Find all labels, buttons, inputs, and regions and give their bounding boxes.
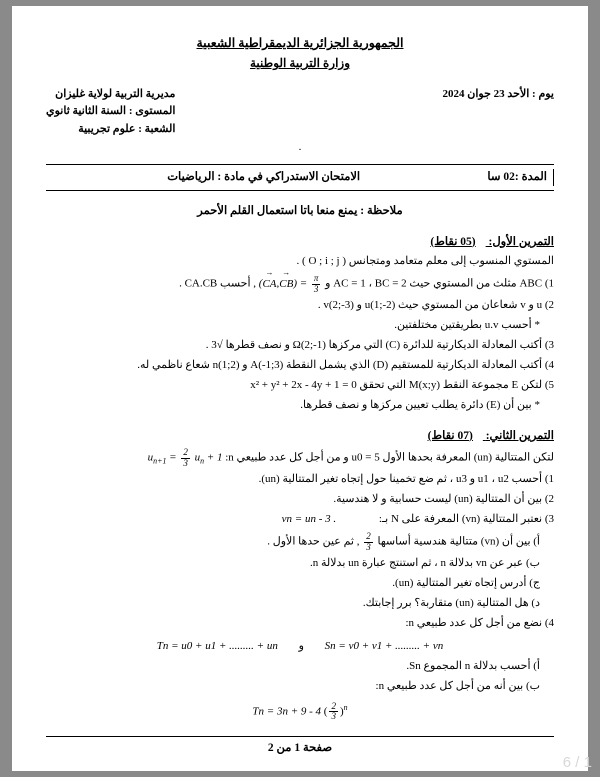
exercise1-heading (46, 234, 554, 251)
exercise2-q4b: ب) بين أنه من أجل كل عدد طبيعي n: (375, 679, 540, 692)
exercise2-q3d: د) هل المتتالية (un) متقاربة؟ برر إجابتك. (362, 596, 540, 609)
exercise1-q5-star: * بين أن (E) دائرة يطلب تعيين مركزها و نصف قطرها. (300, 398, 540, 411)
direction-label: مديرية التربية لولاية غليزان (55, 87, 176, 100)
level-label: المستوى : (128, 105, 176, 118)
exercise2-q4a: أ) أحسب بدلالة n المجموع Sn. (406, 659, 540, 672)
exercise2-q3a-tail: , ثم عين حدها الأول . (267, 535, 360, 548)
exercise2-q4-eq-S: Sn = v0 + v1 + ......... + vn (324, 639, 444, 652)
exercise2-points: (07 نقاط) (427, 429, 473, 442)
exercise1-q1-b: , أحسب CA.CB . (179, 277, 257, 290)
exercise2-q2: 2) بين أن المتتالية (un) ليست حسابية و لا هندسية. (333, 493, 554, 506)
exercise2-intro (46, 448, 554, 468)
exercise1-q1-a: 1) ABC مثلث من المستوي حيث AC = 1 ، BC = 2 و (325, 277, 554, 290)
exercise1-points: (05 نقاط) (430, 235, 476, 248)
exercise2-q4-and: و (298, 639, 304, 652)
exercise2-recurrence: $u_{n+1}$ = $\frac{2}{3}$ $u_n + 1$ (147, 447, 223, 468)
exercise2-title: التمرين الثاني: (485, 429, 554, 442)
exercise1-q1-angle: (→ CA,→ CB) = $\frac{\pi}{3}$ (259, 274, 323, 294)
country-title: الجمهورية الجزائرية الديمقراطية الشعبية (196, 36, 404, 50)
level-value: السنة الثانية ثانوي (46, 105, 127, 118)
branch-row (46, 122, 175, 138)
exercise1-q3: 3) أكتب المعادلة الديكارتية للدائرة (C) التي مركزها Ω(2;-1) و نصف قطرها √3 . (205, 338, 554, 351)
exercise2-q3c: ج) أدرس إتجاه تغير المتتالية (un). (392, 576, 540, 589)
page-footer (46, 736, 554, 757)
exercise2-q3-text: 3) نعتبر المتتالية (vn) المعرفة على N بـ: (378, 513, 554, 526)
separator-dot: . (298, 141, 302, 154)
exercise2-q4: 4) نضع من أجل كل عدد طبيعي n: (405, 616, 554, 629)
exercise2-q4b-equation (46, 702, 554, 722)
exam-title: الامتحان الاستدراكي في مادة : الرياضيات (167, 171, 361, 184)
exercise1-intro: المستوي المنسوب إلى معلم متعامد ومتجانس ( O ; i ; j ) . (296, 255, 554, 268)
branch-label: الشعبة : (138, 123, 176, 136)
exercise2-q4-equations (46, 639, 554, 655)
ministry-title: وزارة التربية الوطنية (249, 56, 351, 71)
exercise2-q3a-ratio: $\frac{2}{3}$ (366, 531, 371, 552)
exercise1-q1 (46, 274, 554, 294)
exam-page (12, 6, 588, 771)
red-pen-note: ملاحظة : يمنع منعا باتا استعمال القلم الأحمر (197, 204, 403, 217)
viewer-page-indicator: 1 / 6 (562, 754, 592, 771)
exam-date: يوم : الأحد 23 جوان 2024 (442, 87, 554, 100)
exercise1-q2-star: * أحسب u.v بطريقتين مختلفتين. (394, 319, 540, 332)
level-row (46, 104, 175, 120)
exercise2-q4-eq-T: Tn = u0 + u1 + ......... + un (156, 639, 278, 652)
exam-title-bar (46, 164, 554, 191)
exercise2-q3a (46, 532, 554, 552)
page-number: صفحة 1 من 2 (267, 742, 333, 755)
exercise1-q5: 5) لتكن E مجموعة النقط M(x;y) التي تحقق x² + y² + 2x - 4y + 1 = 0 (250, 378, 554, 391)
exercise1-q4: 4) أكتب المعادلة الديكارتية للمستقيم (D) الذي يشمل النقطة A(-1;3) و n(1;2) شعاع ناظمي له. (137, 358, 554, 371)
exercise2-q3b: ب) عبر عن vn بدلالة n ، ثم استنتج عبارة un بدلالة n. (310, 556, 540, 569)
exercise2-q3 (46, 512, 554, 528)
exercise2-q1: 1) أحسب u1 ، u2 و u3 ، ثم ضع تخمينا حول إتجاه تغير المتتالية (un). (258, 473, 554, 486)
exam-duration: المدة :02 سا (481, 169, 554, 186)
exercise2-intro-text: لتكن المتتالية (un) المعرفة بحدها الأول u0 = 5 و من أجل كل عدد طبيعي n: (225, 451, 554, 464)
exercise1-q2: 2) u و v شعاعان من المستوي حيث u(1;-2) و v(2;-3) . (317, 299, 554, 312)
header-meta (46, 87, 554, 157)
exercise2-q3a-text: أ) بين أن (vn) متتالية هندسية أساسها (377, 535, 540, 548)
exercise2-heading (46, 428, 554, 445)
branch-value: علوم تجريبية (78, 123, 136, 136)
exercise1-title: التمرين الأول: (488, 235, 554, 248)
footer-rule (46, 736, 554, 737)
exercise2-q3-eq: vn = un - 3 . (281, 513, 337, 526)
exercise2-q4b-eq: Tn = 3n + 9 - 4 ( $\frac{2}{3}$ )$^n$ (252, 700, 348, 722)
